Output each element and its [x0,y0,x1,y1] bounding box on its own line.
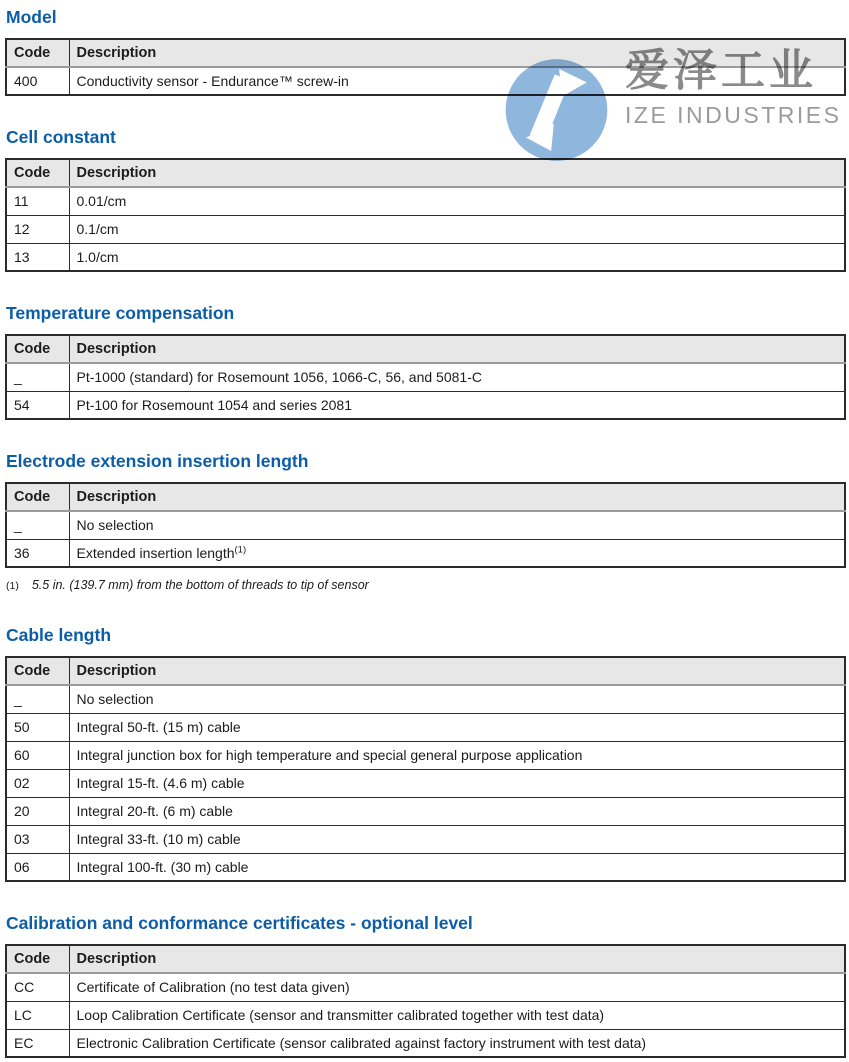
table-row [6,713,845,741]
section-cell-constant [5,127,846,272]
code-column-header: Code [6,335,69,363]
document-body [5,0,846,1058]
code-column-header: Code [6,945,69,973]
section-title: Temperature compensation [6,303,235,323]
code-column-header: Code [6,483,69,511]
description-cell: Electronic Calibration Certificate (sensor calibrated against factory instrument with test data) [69,1029,845,1057]
table-row [6,243,845,271]
code-table [5,158,846,272]
code-cell: LC [6,1001,69,1029]
code-cell: _ [6,511,69,539]
watermark-chinese-text: 爱泽工业 [625,45,817,96]
description-cell: 0.01/cm [69,187,845,215]
code-cell: 11 [6,187,69,215]
section-title: Model [6,7,57,27]
table-row [6,1029,845,1057]
code-cell: 54 [6,391,69,419]
code-cell: 02 [6,769,69,797]
code-column-header: Code [6,39,69,67]
description-cell: Pt-1000 (standard) for Rosemount 1056, 1066-C, 56, and 5081-C [69,363,845,391]
description-cell: Integral 33-ft. (10 m) cable [69,825,845,853]
code-cell: 13 [6,243,69,271]
footnote [6,576,846,594]
table-row [6,825,845,853]
header-row [6,945,845,973]
table-row [6,363,845,391]
table-row [6,67,845,95]
table-header [6,335,845,363]
code-cell: 06 [6,853,69,881]
table-row [6,187,845,215]
table-row [6,215,845,243]
section-title: Cell constant [6,127,116,147]
description-cell: 1.0/cm [69,243,845,271]
description-cell: Certificate of Calibration (no test data given) [69,973,845,1001]
code-cell: 50 [6,713,69,741]
description-cell: Integral 100-ft. (30 m) cable [69,853,845,881]
section-title: Electrode extension insertion length [6,451,309,471]
description-cell: Integral 15-ft. (4.6 m) cable [69,769,845,797]
table-row [6,973,845,1001]
watermark-latin-text: IZE INDUSTRIES [625,102,842,128]
description-cell: Loop Calibration Certificate (sensor and transmitter calibrated together with test data) [69,1001,845,1029]
description-cell: Integral 20-ft. (6 m) cable [69,797,845,825]
table-row [6,511,845,539]
footnote-ref: (1) [234,544,247,556]
code-cell: 20 [6,797,69,825]
table-row [6,539,845,567]
table-row [6,685,845,713]
header-row [6,483,845,511]
description-cell: Conductivity sensor - Endurance™ screw-in [69,67,845,95]
table-header [6,657,845,685]
header-row [6,335,845,363]
code-cell: _ [6,685,69,713]
table-row [6,769,845,797]
code-cell: CC [6,973,69,1001]
header-row [6,657,845,685]
section-calibration-certificates [5,913,846,1058]
description-cell: Pt-100 for Rosemount 1054 and series 2081 [69,391,845,419]
footnote-text: 5.5 in. (139.7 mm) from the bottom of threads to tip of sensor [31,578,369,592]
code-table [5,944,846,1058]
table-header [6,945,845,973]
code-table [5,38,846,96]
description-cell: Integral junction box for high temperature and special general purpose application [69,741,845,769]
code-cell: 400 [6,67,69,95]
table-row [6,797,845,825]
section-cable-length [5,625,846,882]
code-column-header: Code [6,657,69,685]
description-column-header: Description [69,483,845,511]
description-column-header: Description [69,39,845,67]
table-row [6,853,845,881]
code-table [5,334,846,420]
code-column-header: Code [6,159,69,187]
code-table [5,656,846,882]
description-cell: Integral 50-ft. (15 m) cable [69,713,845,741]
description-column-header: Description [69,335,845,363]
description-column-header: Description [69,159,845,187]
description-cell: No selection [69,511,845,539]
table-body [6,67,845,95]
table-row [6,391,845,419]
section-temperature-compensation [5,303,846,420]
table-body [6,363,845,419]
table-body [6,187,845,271]
header-row [6,39,845,67]
description-column-header: Description [69,657,845,685]
table-header [6,483,845,511]
code-table [5,482,846,568]
section-electrode-extension-insertion-length [5,451,846,594]
section-title: Cable length [6,625,112,645]
code-cell: _ [6,363,69,391]
table-body [6,685,845,881]
table-body [6,511,845,567]
description-column-header: Description [69,945,845,973]
code-cell: EC [6,1029,69,1057]
code-cell: 60 [6,741,69,769]
description-cell: Extended insertion length$^{(1)}$ [69,539,845,567]
footnote-marker: (1) [6,580,19,592]
table-header [6,159,845,187]
table-body [6,973,845,1057]
table-header [6,39,845,67]
table-row [6,1001,845,1029]
code-cell: 12 [6,215,69,243]
description-cell: 0.1/cm [69,215,845,243]
code-cell: 36 [6,539,69,567]
section-model [5,7,846,96]
code-cell: 03 [6,825,69,853]
table-row [6,741,845,769]
section-title: Calibration and conformance certificates - optional level [6,913,473,933]
header-row [6,159,845,187]
description-cell: No selection [69,685,845,713]
